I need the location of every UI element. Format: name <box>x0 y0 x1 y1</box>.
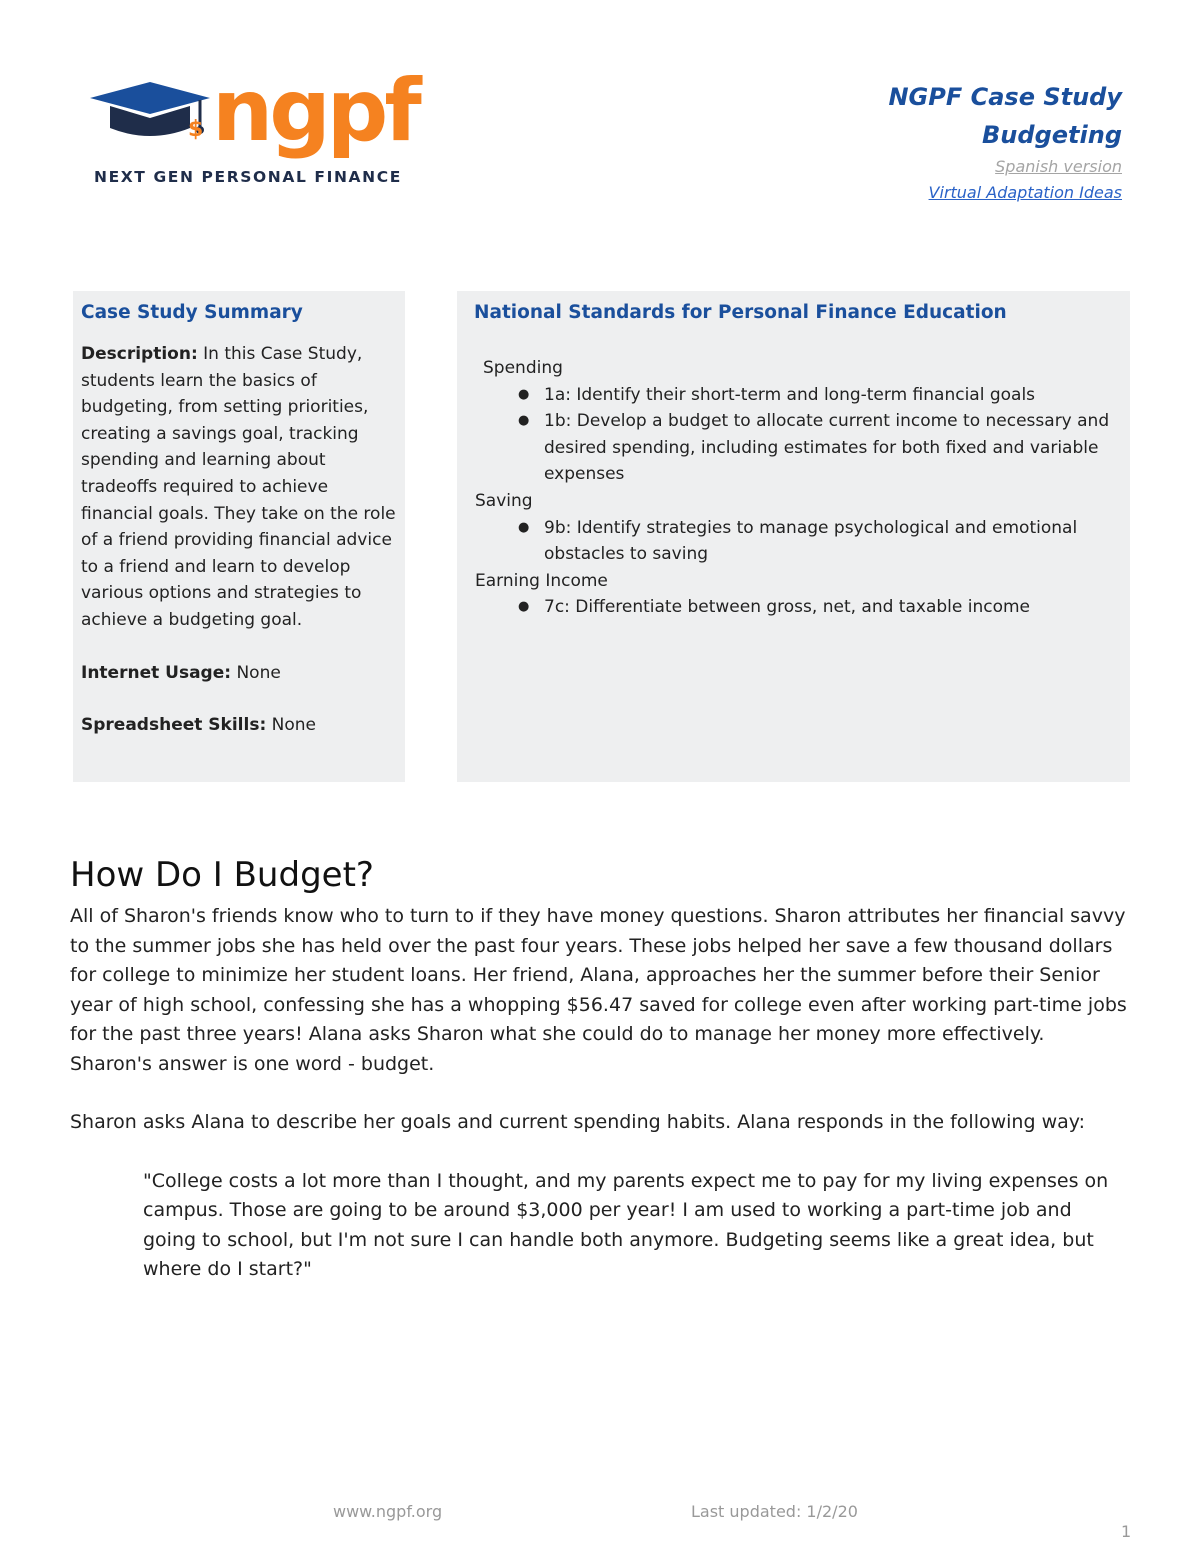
graduation-cap-icon <box>88 70 428 165</box>
footer-website[interactable]: www.ngpf.org <box>333 1502 443 1521</box>
case-study-topic: Budgeting <box>982 121 1122 149</box>
description-paragraph <box>81 341 397 634</box>
standards-category: Earning Income <box>475 570 608 591</box>
summary-title: Case Study Summary <box>81 302 303 323</box>
virtual-adaptation-link[interactable]: Virtual Adaptation Ideas <box>928 183 1122 202</box>
alana-quote: "College costs a lot more than I thought, and my parents expect me to pay for my living expenses on campus. Those are going to be around $3,000 per year! I am used to working a part-time job and going to school, but I'm not sure I can handle both anymore. Budgeting seems like a great idea, but where do I start?" <box>143 1169 1109 1280</box>
national-standards-box <box>457 291 1130 782</box>
internet-usage <box>81 660 397 687</box>
standards-list <box>474 355 1120 621</box>
ngpf-logo <box>88 70 428 195</box>
spreadsheet-skills-value: None <box>266 715 317 736</box>
svg-text:$: $ <box>188 117 204 142</box>
description-label: Description: <box>81 344 198 364</box>
page-number: 1 <box>1121 1522 1132 1541</box>
case-study-title: NGPF Case Study <box>888 83 1122 111</box>
spreadsheet-skills-label: Spreadsheet Skills: <box>81 715 267 736</box>
standards-category: Spending <box>483 358 563 378</box>
article-paragraph: Sharon asks Alana to describe her goals and current spending habits. Alana responds in the following way: <box>70 1111 1086 1133</box>
standard-item: ● 1a: Identify their short-term and long-term financial goals <box>518 382 1120 409</box>
article-body <box>70 902 1130 1314</box>
logo-wordmark: ngpf <box>212 70 418 161</box>
document-header <box>888 78 1122 206</box>
standard-item: ● 7c: Differentiate between gross, net, and taxable income <box>518 594 1120 621</box>
case-study-summary-box <box>73 291 405 782</box>
standards-items <box>474 594 1120 621</box>
logo-tagline: NEXT GEN PERSONAL FINANCE <box>94 168 402 186</box>
standards-category: Saving <box>475 490 533 511</box>
internet-usage-label: Internet Usage: <box>81 662 232 683</box>
spanish-version-link[interactable]: Spanish version <box>995 157 1122 176</box>
standards-items <box>474 382 1120 488</box>
spreadsheet-skills <box>81 712 397 739</box>
standard-item: ● 1b: Develop a budget to allocate current income to necessary and desired spending, including estimates for both fixed and variable expenses <box>518 408 1120 488</box>
description-text: In this Case Study, students learn the basics of budgeting, from setting priorities, creating a savings goal, tracking spending and learning about tradeoffs required to achieve financial goals. They take on the role of a friend providing financial advice to a friend and learn to develop various options and strategies to achieve a budgeting goal. <box>81 344 396 630</box>
internet-usage-value: None <box>231 662 281 683</box>
standard-item: ● 9b: Identify strategies to manage psychological and emotional obstacles to saving <box>518 515 1120 568</box>
article-paragraph: All of Sharon's friends know who to turn to if they have money questions. Sharon attributes her financial savvy to the summer jobs she has held over the past four years. These jobs helped her save a few thousand dollars for college to minimize her student loans. Her friend, Alana, approaches her the summer before their Senior year of high school, confessing she has a whopping $56.47 saved for college even after working part-time jobs for the past three years! Alana asks Sharon what she could do to manage her money more effectively. Sharon's answer is one word - budget. <box>70 905 1127 1075</box>
article-heading: How Do I Budget? <box>70 855 374 895</box>
footer-last-updated: Last updated: 1/2/20 <box>691 1502 858 1521</box>
standards-items <box>474 515 1120 568</box>
standards-title: National Standards for Personal Finance Education <box>474 302 1007 323</box>
